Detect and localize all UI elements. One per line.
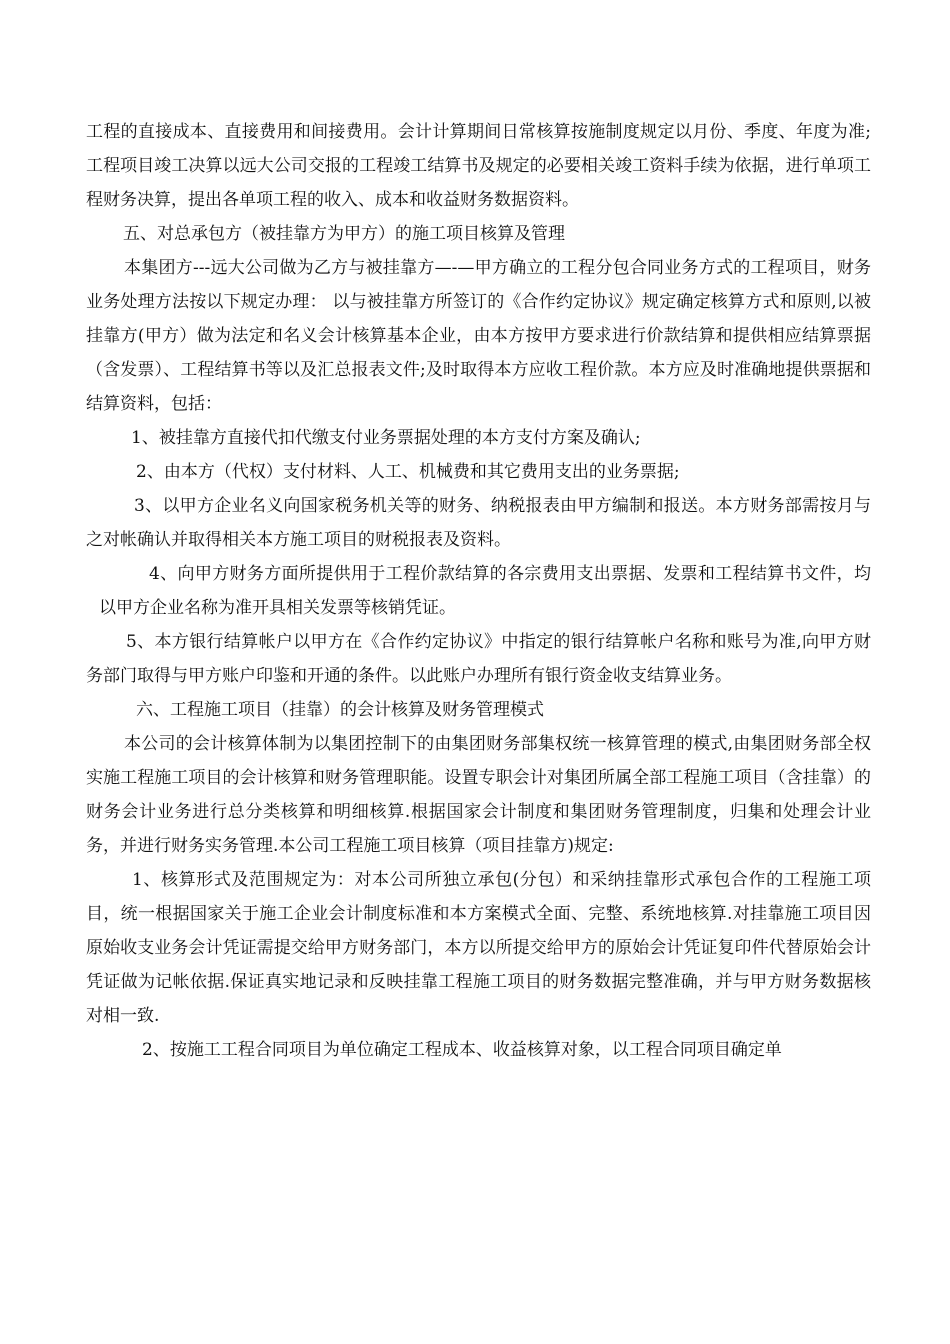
list-item-5-4: 4、向甲方财务方面所提供用于工程价款结算的各宗费用支出票据、发票和工程结算书文件，均以甲方企业名称为准开具相关发票等核销凭证。 bbox=[99, 564, 871, 618]
list-item-5-5: 5、本方银行结算帐户以甲方在《合作约定协议》中指定的银行结算帐户名称和账号为准,向甲方财务部门取得与甲方账户印鉴和开通的条件。以此账户办理所有银行资金收支结算业务。 bbox=[86, 632, 871, 686]
list-item-6-1: 1、核算形式及范围规定为：对本公司所独立承包(分包）和采纳挂靠形式承包合作的工程施工项目，统一根据国家关于施工企业会计制度标准和本方案模式全面、完整、系统地核算.对挂靠施工项目因原始收支业务会计凭证需提交给甲方财务部门，本方以所提交给甲方的原始会计凭证复印件代替原始会计凭证做为记帐依据.保证真实地记录和反映挂靠工程施工项目的财务数据完整准确，并与甲方财务数据核对相一致. bbox=[86, 870, 871, 1026]
section-heading-5: 五、对总承包方（被挂靠方为甲方）的施工项目核算及管理 bbox=[123, 224, 565, 244]
section-heading-6: 六、工程施工项目（挂靠）的会计核算及财务管理模式 bbox=[136, 700, 544, 720]
paragraph-section-5-body: 本集团方---远大公司做为乙方与被挂靠方—-—甲方确立的工程分包合同业务方式的工程项目，财务业务处理方法按以下规定办理： 以与被挂靠方所签订的《合作约定协议》规定确定核算方式和原则,以被挂靠方(甲方）做为法定和名义会计核算基本企业，由本方按甲方要求进行价款结算和提供相应结算票据（含发票）、工程结算书等以及汇总报表文件;及时取得本方应收工程价款。本方应及时准确地提供票据和结算资料，包括： bbox=[86, 258, 871, 414]
document-page bbox=[86, 115, 871, 1067]
list-item-5-1: 1、被挂靠方直接代扣代缴支付业务票据处理的本方支付方案及确认; bbox=[131, 428, 641, 448]
paragraph-cost-intro: 工程的直接成本、直接费用和间接费用。会计计算期间日常核算按施制度规定以月份、季度、年度为准;工程项目竣工决算以远大公司交报的工程竣工结算书及规定的必要相关竣工资料手续为依据，进行单项工程财务决算，提出各单项工程的收入、成本和收益财务数据资料。 bbox=[86, 122, 871, 210]
list-item-5-3: 3、以甲方企业名义向国家税务机关等的财务、纳税报表由甲方编制和报送。本方财务部需按月与之对帐确认并取得相关本方施工项目的财税报表及资料。 bbox=[86, 496, 871, 550]
list-item-5-2: 2、由本方（代权）支付材料、人工、机械费和其它费用支出的业务票据; bbox=[136, 462, 680, 482]
paragraph-section-6-body: 本公司的会计核算体制为以集团控制下的由集团财务部集权统一核算管理的模式,由集团财务部全权实施工程施工项目的会计核算和财务管理职能。设置专职会计对集团所属全部工程施工项目（含挂靠）的财务会计业务进行总分类核算和明细核算.根据国家会计制度和集团财务管理制度，归集和处理会计业务，并进行财务实务管理.本公司工程施工项目核算（项目挂靠方)规定: bbox=[86, 734, 871, 856]
list-item-6-2: 2、按施工工程合同项目为单位确定工程成本、收益核算对象，以工程合同项目确定单 bbox=[142, 1040, 782, 1060]
